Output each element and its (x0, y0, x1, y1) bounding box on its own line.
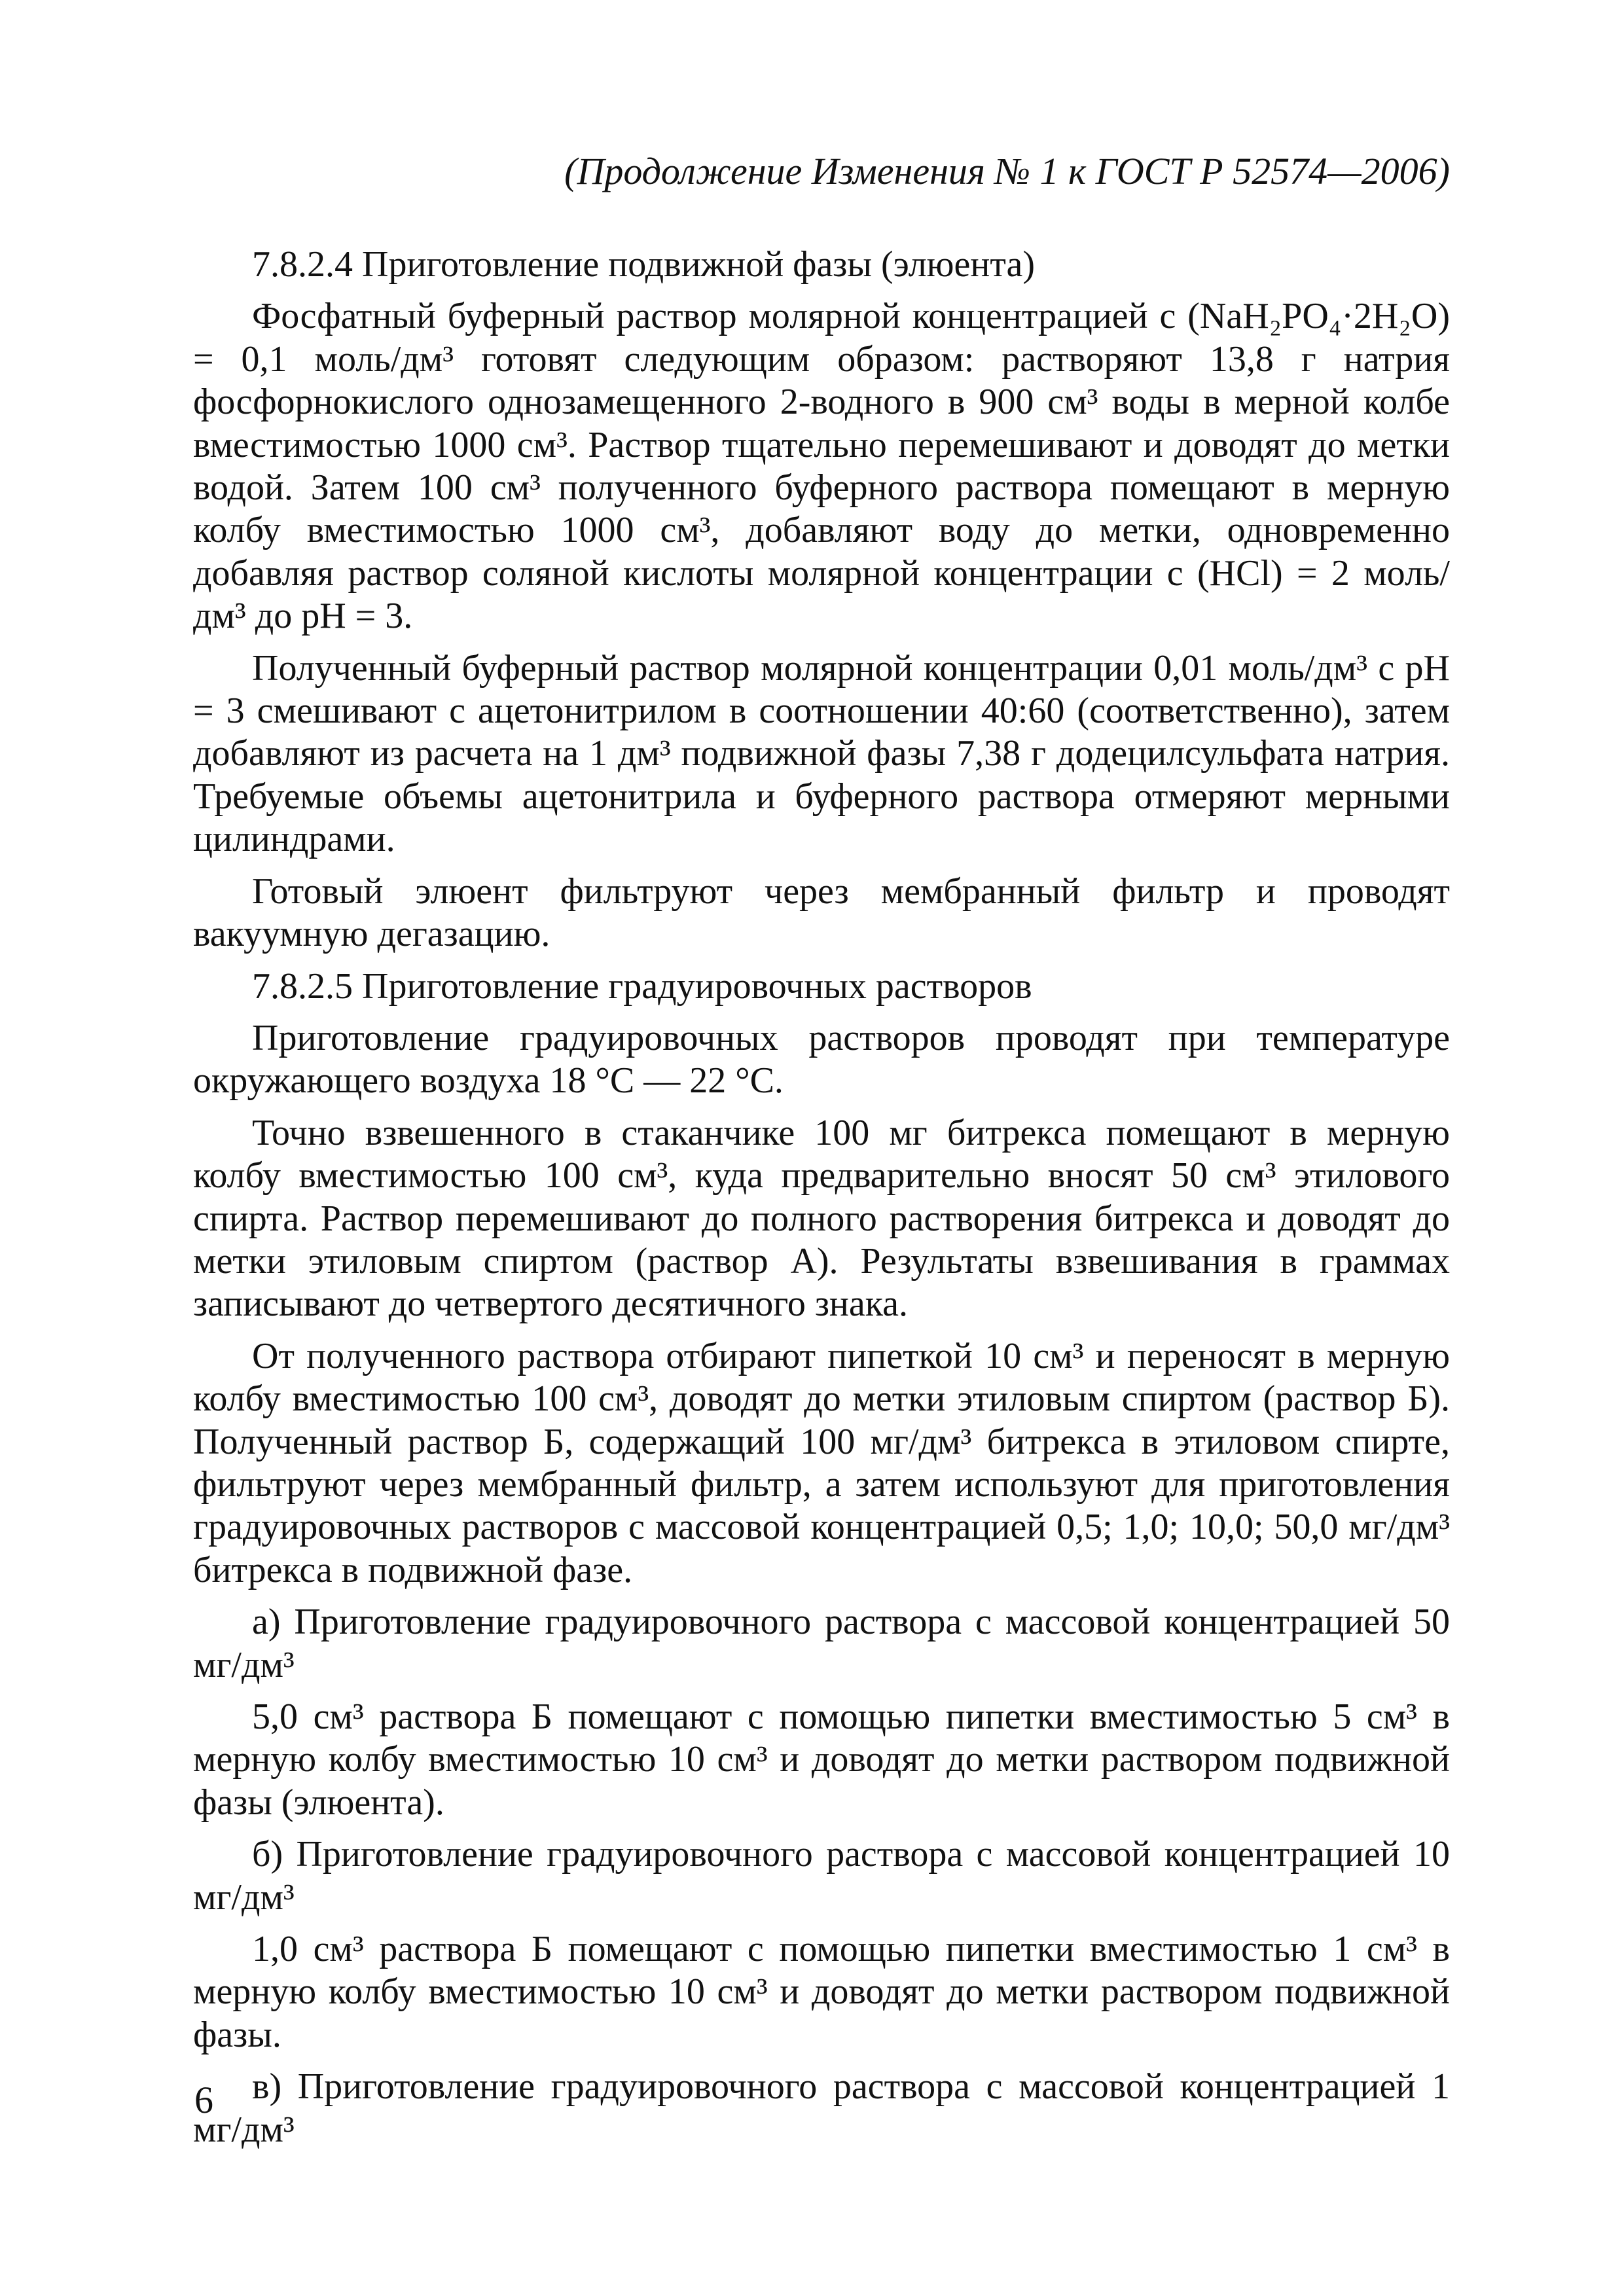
paragraph-phosphate-buffer: Фосфатный буферный раствор молярной концентрацией c (NaH₂PO₄·2H₂O) = 0,1 моль/дм³ готовят следующим образом: растворяют 13,8 г натрия фосфорнокислого однозамещенного 2-водного в 900 см³ воды в мерной колбе вместимостью 1000 см³. Раствор тщательно перемешивают и доводят до метки водой. Затем 100 см³ полученного буферного раствора помещают в мерную колбу вместимостью 1000 см³, добавляют воду до метки, одновременно добавляя раствор соляной кислоты молярной концентрации c (HCl) = 2 моль/дм³ до pH = 3. (193, 296, 1450, 637)
item-b-body: 1,0 см³ раствора Б помещают с помощью пипетки вместимостью 1 см³ в мерную колбу вместимостью 10 см³ и доводят до метки раствором подвижной фазы. (193, 1929, 1450, 2055)
item-a-body: 5,0 см³ раствора Б помещают с помощью пипетки вместимостью 5 см³ в мерную колбу вместимостью 10 см³ и доводят до метки раствором подвижной фазы (элюента). (193, 1696, 1450, 1823)
page-number: 6 (194, 2079, 213, 2121)
section-heading-7-8-2-5: 7.8.2.5 Приготовление градуировочных растворов (252, 965, 1032, 1007)
paragraph-temperature: Приготовление градуировочных растворов проводят при температуре окружающего воздуха 18 °С — 22 °С. (193, 1017, 1450, 1102)
item-b-heading: б) Приготовление градуировочного раствора с массовой концентрацией 10 мг/дм³ (193, 1834, 1450, 1918)
paragraph-buffer-mixing: Полученный буферный раствор молярной концентрации 0,01 моль/дм³ с pH = 3 смешивают с ацетонитрилом в соотношении 40:60 (соответственно), затем добавляют из расчета на 1 дм³ подвижной фазы 7,38 г додецилсульфата натрия. Требуемые объемы ацетонитрила и буферного раствора отмеряют мерными цилиндрами. (193, 647, 1450, 860)
paragraph-eluent-filtering: Готовый элюент фильтруют через мембранный фильтр и проводят вакуумную дегазацию. (193, 870, 1450, 955)
item-a-heading: а) Приготовление градуировочного раствора с массовой концентрацией 50 мг/дм³ (193, 1602, 1450, 1685)
paragraph-solution-b: От полученного раствора отбирают пипеткой 10 см³ и переносят в мерную колбу вместимостью 100 см³, доводят до метки этиловым спиртом (раствор Б). Полученный раствор Б, содержащий 100 мг/дм³ битрекса в этиловом спирте, фильтруют через мембранный фильтр, а затем используют для приготовления градуировочных растворов с массовой концентрацией 0,5; 1,0; 10,0; 50,0 мг/дм³ битрекса в подвижной фазе. (193, 1335, 1450, 1590)
paragraph-solution-a: Точно взвешенного в стаканчике 100 мг битрекса помещают в мерную колбу вместимостью 100 см³, куда предварительно вносят 50 см³ этилового спирта. Раствор перемешивают до полного растворения битрекса и доводят до метки этиловым спиртом (раствор А). Результаты взвешивания в граммах записывают до четвертого десятичного знака. (193, 1112, 1450, 1325)
continuation-header: (Продолжение Изменения № 1 к ГОСТ Р 52574—2006) (564, 150, 1450, 192)
section-heading-7-8-2-4: 7.8.2.4 Приготовление подвижной фазы (элюента) (252, 244, 1035, 285)
document-body (193, 243, 1450, 2161)
item-c-heading: в) Приготовление градуировочного раствора с массовой концентрацией 1 мг/дм³ (193, 2066, 1450, 2150)
